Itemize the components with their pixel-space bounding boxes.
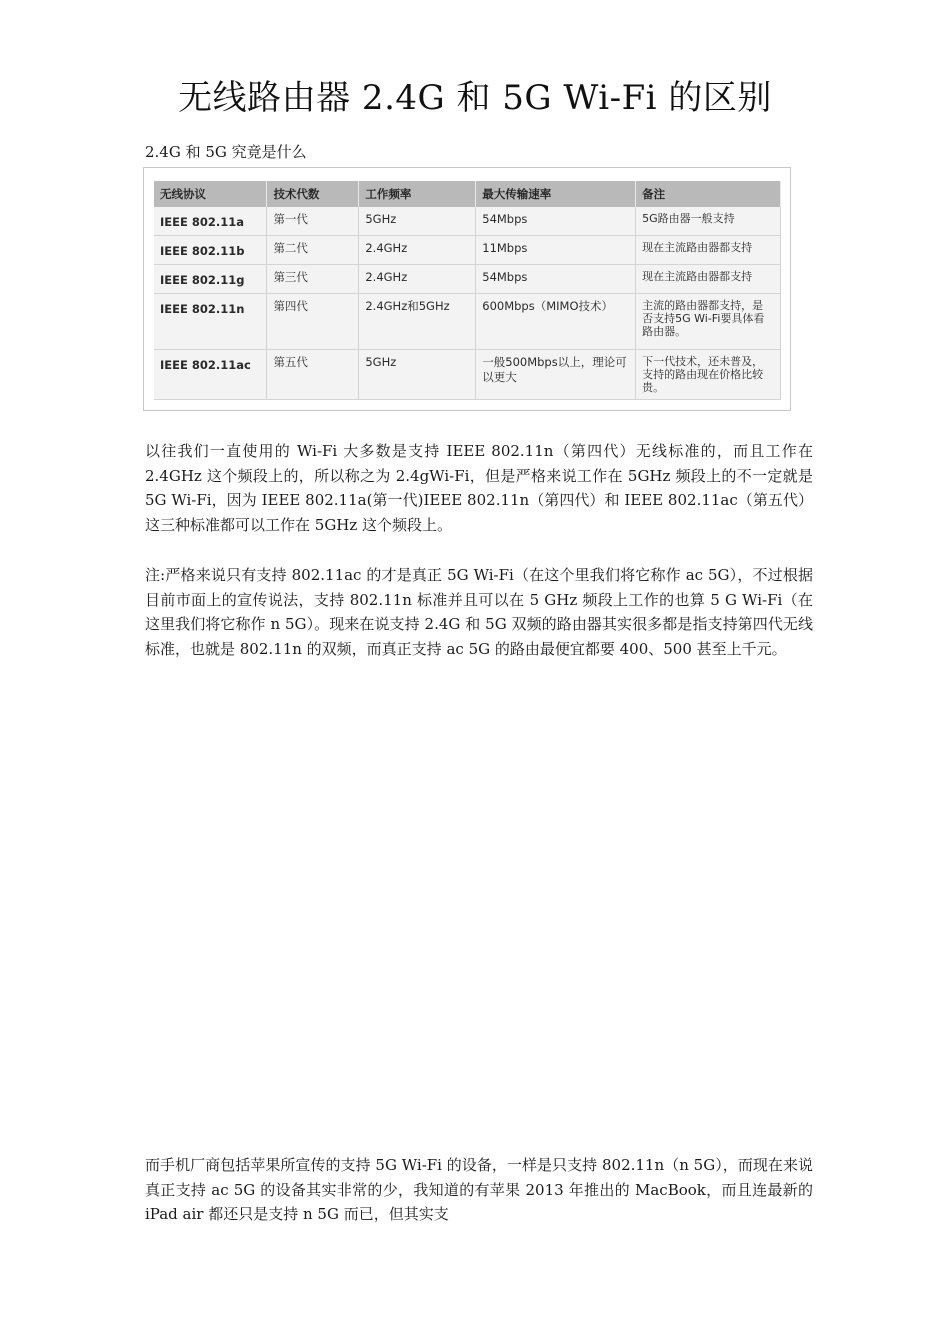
- cell-generation: 第五代: [267, 350, 359, 400]
- cell-frequency: 5GHz: [359, 350, 476, 400]
- table-row: [154, 294, 781, 350]
- cell-frequency: 2.4GHz和5GHz: [359, 294, 476, 350]
- header-generation: 技术代数: [267, 181, 359, 207]
- table-row: [154, 236, 781, 265]
- table-row: [154, 350, 781, 400]
- cell-note: 现在主流路由器都支持: [636, 265, 781, 294]
- body-paragraph: 而手机厂商包括苹果所宣传的支持 5G Wi-Fi 的设备，一样是只支持 802.11n（n 5G），而现在来说真正支持 ac 5G 的设备其实非常的少，我知道的有苹果 2013 年推出的 MacBook，而且连最新的 iPad air 都还只是支持 n 5G 而已，但其实支: [145, 1156, 813, 1223]
- cell-generation: 第二代: [267, 236, 359, 265]
- cell-protocol: IEEE 802.11n: [154, 294, 267, 350]
- cell-note: 下一代技术，还未普及，支持的路由现在价格比较贵。: [636, 350, 781, 400]
- cell-protocol: IEEE 802.11a: [154, 207, 267, 236]
- cell-generation: 第三代: [267, 265, 359, 294]
- cell-frequency: 2.4GHz: [359, 265, 476, 294]
- body-paragraph: 以往我们一直使用的 Wi-Fi 大多数是支持 IEEE 802.11n（第四代）无线标准的，而且工作在 2.4GHz 这个频段上的，所以称之为 2.4gWi-Fi，但是严格来说工作在 5GHz 频段上的不一定就是 5G Wi-Fi，因为 IEEE 802.11a(第一代)IEEE 802.11n（第四代）和 IEEE 802.11ac（第五代）这三种标准都可以工作在 5GHz 这个频段上。: [145, 442, 813, 534]
- cell-protocol: IEEE 802.11ac: [154, 350, 267, 400]
- cell-note: 5G路由器一般支持: [636, 207, 781, 236]
- cell-note: 现在主流路由器都支持: [636, 236, 781, 265]
- table-row: [154, 265, 781, 294]
- cell-generation: 第一代: [267, 207, 359, 236]
- header-frequency: 工作频率: [359, 181, 476, 207]
- cell-max-rate: 54Mbps: [476, 207, 636, 236]
- header-protocol: 无线协议: [154, 181, 267, 207]
- cell-protocol: IEEE 802.11b: [154, 236, 267, 265]
- cell-frequency: 2.4GHz: [359, 236, 476, 265]
- cell-protocol: IEEE 802.11g: [154, 265, 267, 294]
- cell-max-rate: 54Mbps: [476, 265, 636, 294]
- table-row: [154, 207, 781, 236]
- body-paragraph: 注:严格来说只有支持 802.11ac 的才是真正 5G Wi-Fi（在这个里我们将它称作 ac 5G），不过根据目前市面上的宣传说法，支持 802.11n 标准并且可以在 5 GHz 频段上工作的也算 5 G Wi-Fi（在这里我们将它称作 n 5G）。现来在说支持 2.4G 和 5G 双频的路由器其实很多都是指支持第四代无线标准，也就是 802.11n 的双频，而真正支持 ac 5G 的路由最便宜都要 400、500 甚至上千元。: [145, 566, 813, 658]
- comparison-table-image: [143, 167, 791, 411]
- header-note: 备注: [636, 181, 781, 207]
- cell-max-rate: 600Mbps（MIMO技术）: [476, 294, 636, 350]
- table-header-row: [154, 181, 781, 207]
- header-max-rate: 最大传输速率: [476, 181, 636, 207]
- section-heading: 2.4G 和 5G 究竟是什么: [145, 143, 307, 161]
- cell-frequency: 5GHz: [359, 207, 476, 236]
- cell-max-rate: 一般500Mbps以上，理论可以更大: [476, 350, 636, 400]
- cell-generation: 第四代: [267, 294, 359, 350]
- cell-max-rate: 11Mbps: [476, 236, 636, 265]
- document-title: 无线路由器 2.4G 和 5G Wi-Fi 的区别: [178, 78, 772, 118]
- wifi-standards-table: [154, 181, 781, 400]
- cell-note: 主流的路由器都支持，是否支持5G Wi-Fi要具体看路由器。: [636, 294, 781, 350]
